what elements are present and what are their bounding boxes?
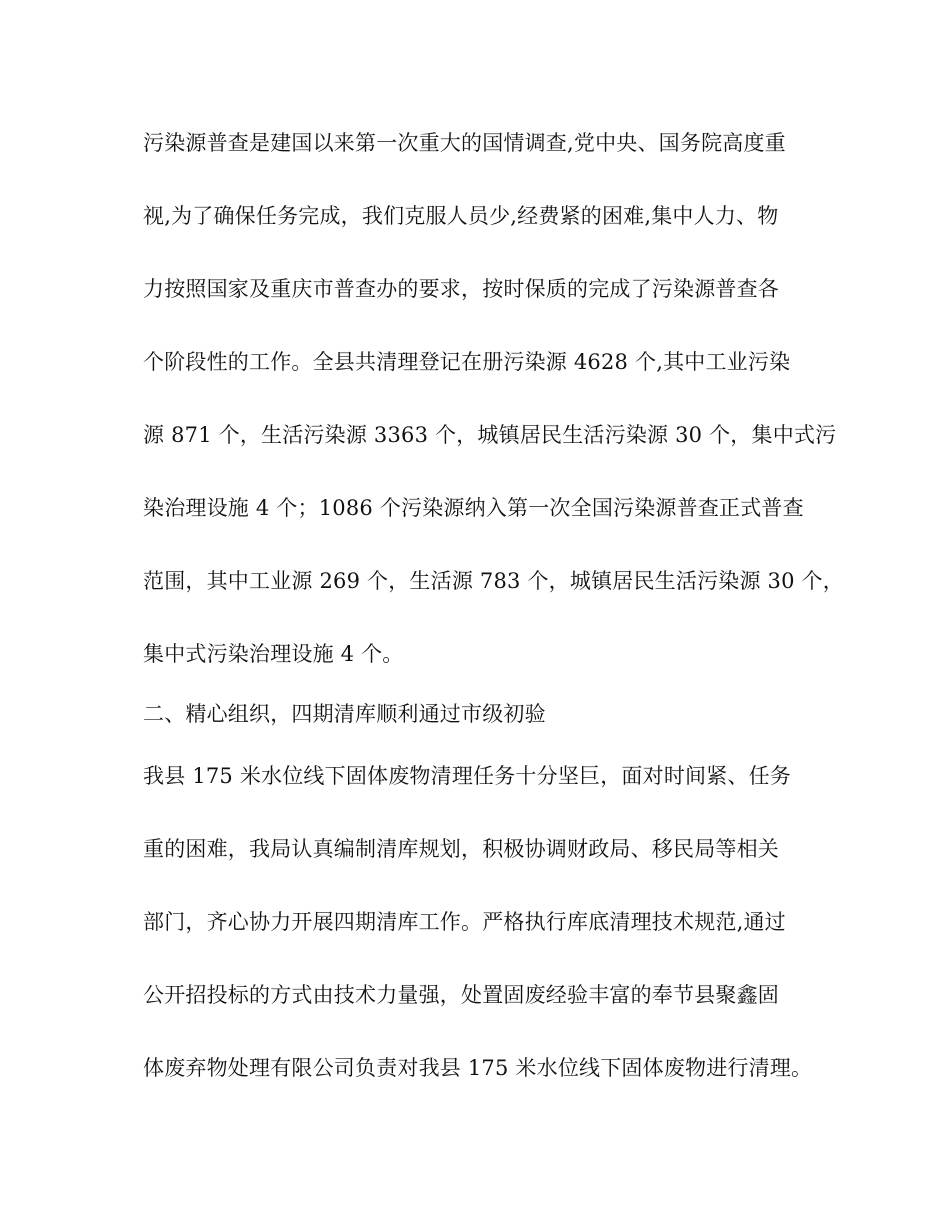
paragraph1-line-3: 力按照国家及重庆市普查办的要求，按时保质的完成了污染源普查各 <box>143 277 779 301</box>
paragraph1-line-6: 染治理设施 4 个；1086 个污染源纳入第一次全国污染源普查正式普查 <box>143 496 804 520</box>
paragraph1-line-4: 个阶段性的工作。全县共清理登记在册污染源 4628 个,其中工业污染 <box>143 350 791 374</box>
paragraph1-line-8: 集中式污染治理设施 4 个。 <box>143 642 404 666</box>
paragraph1-line-2: 视,为了确保任务完成，我们克服人员少,经费紧的困难,集中人力、物 <box>143 204 779 228</box>
paragraph1-line-7: 范围，其中工业源 269 个，生活源 783 个，城镇居民生活污染源 30 个， <box>143 569 844 593</box>
paragraph2-line-4: 公开招投标的方式由技术力量强，处置固废经验丰富的奉节县聚鑫固 <box>143 983 779 1007</box>
paragraph2-line-3: 部门，齐心协力开展四期清库工作。严格执行库底清理技术规范,通过 <box>143 910 786 934</box>
section2-heading: 二、精心组织，四期清库顺利通过市级初验 <box>143 702 546 726</box>
paragraph1-line-5: 源 871 个，生活污染源 3363 个，城镇居民生活污染源 30 个，集中式污 <box>143 423 837 447</box>
paragraph2-line-2: 重的困难，我局认真编制清库规划，积极协调财政局、移民局等相关 <box>143 837 779 861</box>
paragraph1-line-1: 污染源普查是建国以来第一次重大的国情调查,党中央、国务院高度重 <box>143 131 786 155</box>
paragraph2-line-5: 体废弃物处理有限公司负责对我县 175 米水位线下固体废物进行清理。 <box>143 1056 813 1080</box>
paragraph2-line-1: 我县 175 米水位线下固体废物清理任务十分坚巨，面对时间紧、任务 <box>143 764 792 788</box>
